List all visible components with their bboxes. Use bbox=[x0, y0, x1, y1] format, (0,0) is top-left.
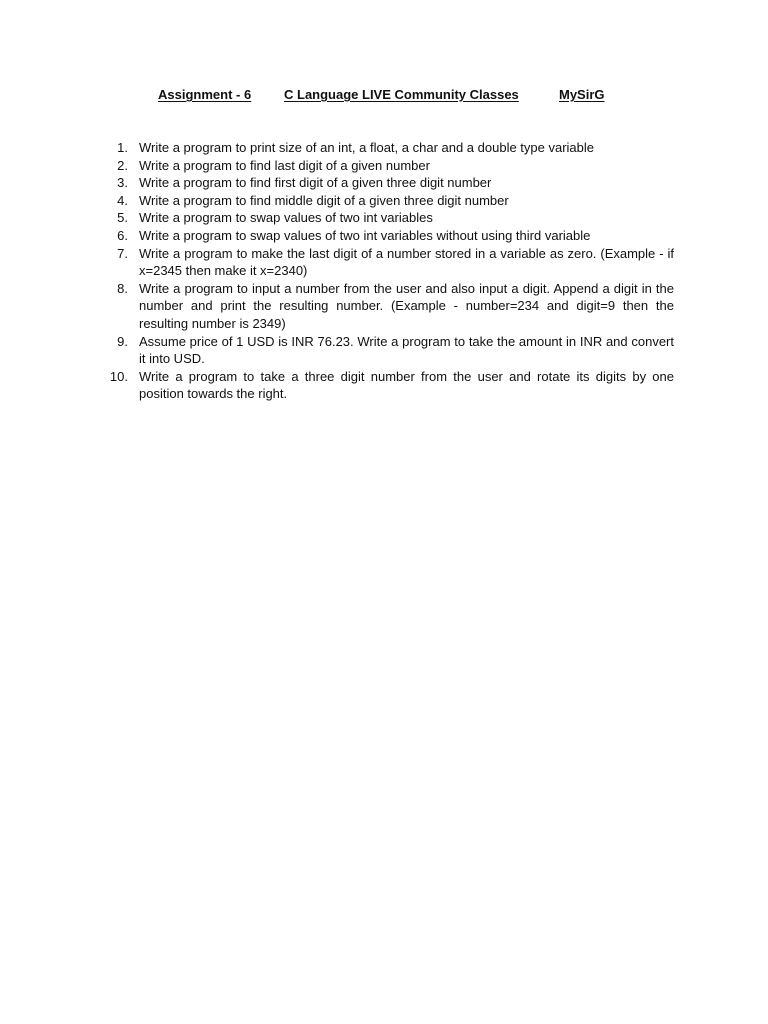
question-item bbox=[0, 227, 768, 245]
question-number: 10. bbox=[109, 368, 128, 384]
question-text: Write a program to print size of an int, a float, a char and a double type variable bbox=[139, 140, 595, 155]
question-number: 7. bbox=[117, 245, 128, 261]
question-number: 9. bbox=[117, 333, 128, 349]
question-item bbox=[0, 245, 768, 280]
question-number: 6. bbox=[117, 227, 128, 243]
question-item bbox=[0, 192, 768, 210]
question-text: Write a program to swap values of two int variables bbox=[139, 210, 433, 226]
question-number: 8. bbox=[117, 280, 128, 296]
assignment-title: Assignment - 6 bbox=[158, 87, 252, 102]
question-item bbox=[0, 157, 768, 175]
question-item bbox=[0, 139, 768, 157]
assignment-header bbox=[158, 87, 618, 105]
question-item bbox=[0, 174, 768, 192]
question-text: Write a program to find last digit of a given number bbox=[139, 157, 430, 173]
question-number: 3. bbox=[117, 175, 128, 191]
question-text: Write a program to make the last digit of a number stored in a variable as zero. (Example - if x=2345 then make it x=2340) bbox=[139, 245, 674, 279]
question-text: Write a program to find middle digit of a given three digit number bbox=[139, 192, 509, 208]
question-item bbox=[0, 368, 768, 403]
question-number: 1. bbox=[117, 140, 128, 155]
question-number: 2. bbox=[117, 157, 128, 173]
question-item bbox=[0, 280, 768, 333]
brand-name: MySirG bbox=[559, 87, 605, 102]
question-text: Write a program to find first digit of a given three digit number bbox=[139, 175, 492, 191]
question-text: Write a program to take a three digit number from the user and rotate its digits by one position towards the right. bbox=[139, 368, 674, 402]
question-item bbox=[0, 333, 768, 368]
question-list bbox=[0, 139, 768, 403]
question-text: Assume price of 1 USD is INR 76.23. Write a program to take the amount in INR and convert it into USD. bbox=[139, 333, 674, 367]
question-item bbox=[0, 209, 768, 227]
question-number: 4. bbox=[117, 192, 128, 208]
question-text: Write a program to swap values of two int variables without using third variable bbox=[139, 227, 591, 243]
course-title: C Language LIVE Community Classes bbox=[284, 87, 519, 102]
question-number: 5. bbox=[117, 210, 128, 226]
question-text: Write a program to input a number from the user and also input a digit. Append a digit in the number and print the resulting number. (Example - number=234 and digit=9 then the resulting number is 2349) bbox=[139, 280, 674, 331]
